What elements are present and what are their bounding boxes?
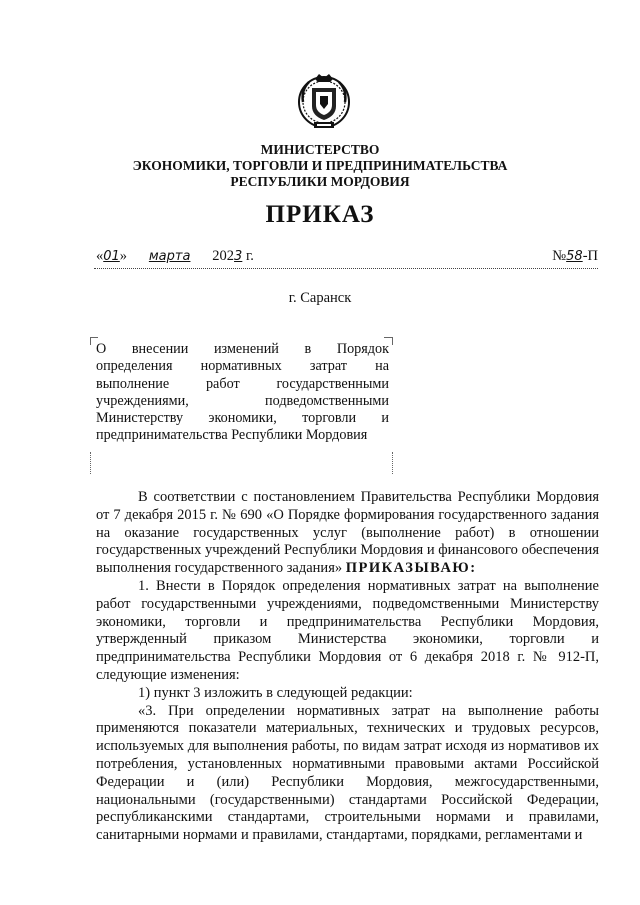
corner-mark <box>392 337 393 345</box>
quoted-clause-3: «3. При определении нормативных затрат на выполнение работы применяются показатели материальных, технических и трудовых ресурсов, используемых для выполнения работы, по видам затрат исходя из нормативов их потребления, установленных нормативными правовыми актами Российской Федерации и (или) Республики Мордовия, межгосударственными, национальными (государственными) стандартами Российской Федерации, республиканскими стандартами, строительными нормами и правилами, санитарными нормами и правилами, стандартами, порядками, регламентами и <box>96 702 599 844</box>
subject-line: О внесении изменений в Порядок <box>96 341 389 357</box>
order-number-sign: № <box>552 248 567 264</box>
date-open-quote: « <box>96 248 104 264</box>
date-month: марта <box>148 249 191 264</box>
date-close-quote: » <box>119 248 128 264</box>
document-type-title: ПРИКАЗ <box>265 201 375 228</box>
preamble-text: В соответствии с постановлением Правительства Республики Мордовия от 7 декабря 2015 г. № 690 «О Порядке формирования государственного задания на оказание государственных услуг (выполнение работ) в отношении государственных учреждений Республики Мордовия и финансового обеспечения выполнения государственного задания» <box>96 489 599 577</box>
order-number-suffix: -П <box>582 248 598 264</box>
order-number-value: 58 <box>566 249 583 264</box>
subject-line: определения нормативных затрат на <box>96 358 389 375</box>
command-word: ПРИКАЗЫВАЮ: <box>345 560 477 577</box>
corner-mark <box>90 452 91 474</box>
item-1-paragraph: 1. Внести в Порядок определения нормативных затрат на выполнение работ государственными учреждениями, подведомственными Министерству экономики, торговли и предпринимательства Республики Мордовия, утвержденный приказом Министерства экономики, торговли и предпринимательства Республики Мордовия от 6 декабря 2018 г. № 912-П, следующие изменения: <box>96 577 599 683</box>
coat-of-arms-emblem <box>297 72 351 134</box>
subject-line: Министерству экономики, торговли и <box>96 410 389 427</box>
item-1-subitem: 1) пункт 3 изложить в следующей редакции: <box>138 684 413 701</box>
ministry-header <box>0 142 640 190</box>
city-name: г. Саранск <box>288 290 352 306</box>
preamble-paragraph <box>96 489 599 578</box>
date-year-unit: г. <box>245 248 254 264</box>
ministry-line-3: РЕСПУБЛИКИ МОРДОВИЯ <box>230 174 410 189</box>
date-day: 01 <box>103 249 120 264</box>
corner-mark <box>90 337 91 345</box>
document-date <box>96 248 254 265</box>
order-number <box>552 248 598 265</box>
date-dotted-rule <box>94 268 598 269</box>
subject-line: учреждениями, подведомственными <box>96 392 389 409</box>
order-body <box>96 489 599 845</box>
ministry-line-2: ЭКОНОМИКИ, ТОРГОВЛИ И ПРЕДПРИНИМАТЕЛЬСТВА <box>132 158 508 173</box>
ministry-line-1: МИНИСТЕРСТВО <box>260 142 380 157</box>
corner-mark <box>384 337 392 338</box>
corner-mark <box>90 337 98 338</box>
order-subject <box>96 341 389 445</box>
subject-line: выполнение работ государственными <box>96 375 389 392</box>
subject-line: предпринимательства Республики Мордовия <box>96 427 368 444</box>
date-year-prefix: 202 <box>212 248 235 264</box>
date-year-suffix: 3 <box>234 249 243 264</box>
corner-mark <box>392 452 393 474</box>
